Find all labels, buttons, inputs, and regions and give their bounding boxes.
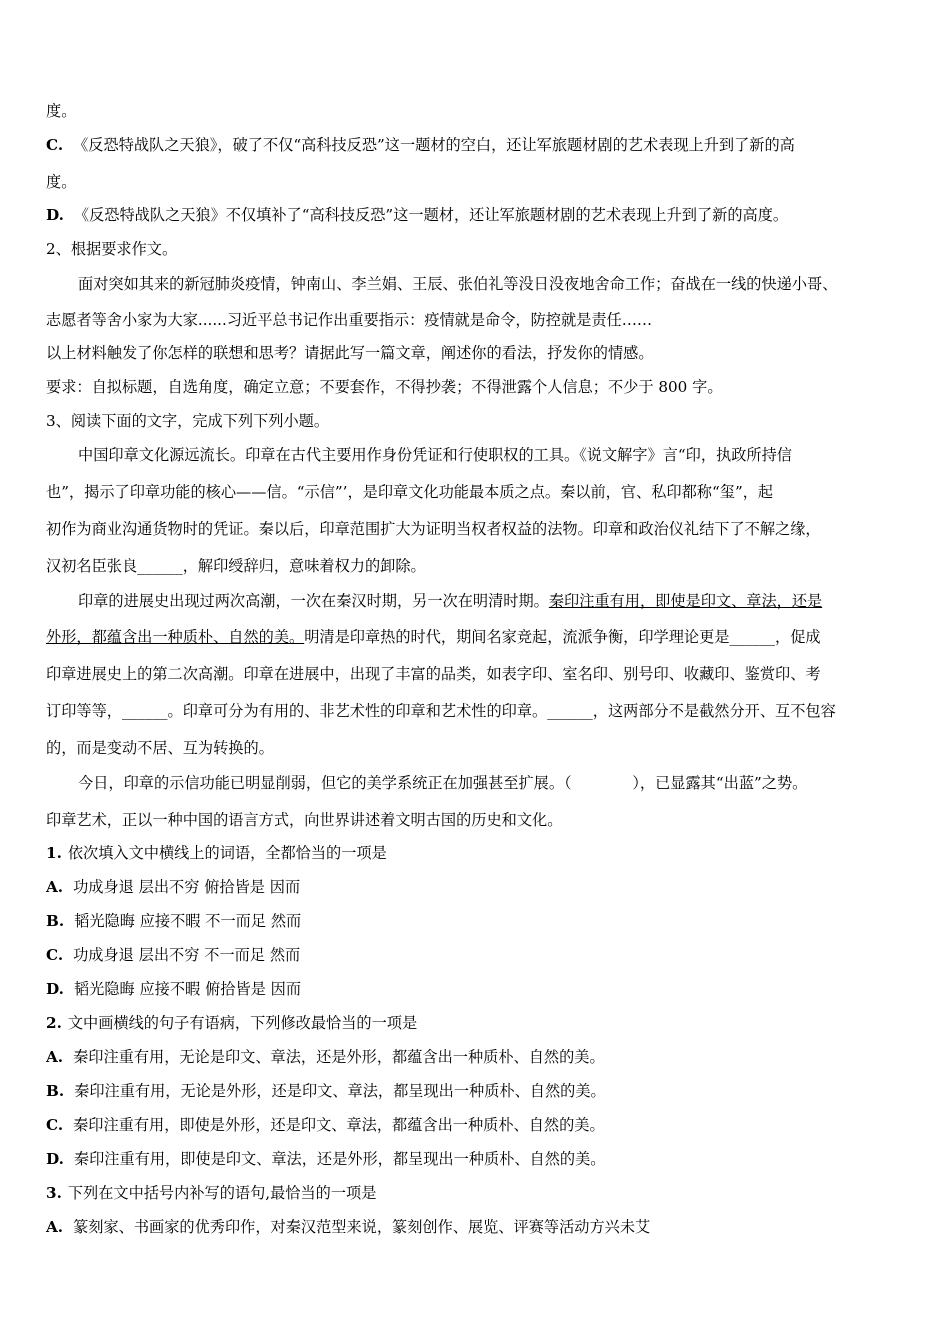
passage-line: 今日，印章的示信功能已明显削弱，但它的美学系统正在加强甚至扩展。（ ），已显露其“出蓝”之势。 — [78, 774, 808, 792]
option-d: D. 《反恐特战队之天狼》不仅填补了“高科技反恐”这一题材，还让军旅题材剧的艺术表现上升到了新的高度。 — [46, 206, 789, 224]
material-paragraph: 志愿者等舍小家为大家......习近平总书记作出重要指示：疫情就是命令，防控就是责任…… — [46, 311, 653, 329]
option-c: C. 秦印注重有用，即使是外形，还是印文、章法，都蕴含出一种质朴、自然的美。 — [46, 1116, 605, 1134]
option-d: D. 秦印注重有用，即使是印文、章法，还是外形，都呈现出一种质朴、自然的美。 — [46, 1150, 606, 1168]
material-paragraph: 面对突如其来的新冠肺炎疫情，钟南山、李兰娟、王辰、张伯礼等没日没夜地舍命工作；奋战在一线的快递小哥、 — [78, 275, 838, 293]
sub-question-2: 2. 文中画横线的句子有语病，下列修改最恰当的一项是 — [46, 1014, 418, 1032]
requirements-line: 要求：自拟标题，自选角度，确定立意；不要套作，不得抄袭；不得泄露个人信息；不少于 800 字。 — [46, 378, 723, 396]
underlined-sentence: 外形，都蕴含出一种质朴、自然的美。 — [46, 628, 305, 646]
passage-line: 初作为商业沟通货物时的凭证。秦以后，印章范围扩大为证明当权者权益的法物。印章和政治仪礼结下了不解之缘， — [46, 520, 821, 538]
text-line: 度。 — [46, 173, 77, 191]
passage-line: 印章进展史上的第二次高潮。印章在进展中，出现了丰富的品类，如表字印、室名印、别号印、收藏印、鉴赏印、考 — [46, 665, 821, 683]
passage-line: 印章艺术，正以一种中国的语言方式，向世界讲述着文明古国的历史和文化。 — [46, 811, 563, 829]
text-line: 度。 — [46, 102, 77, 120]
passage-line: 订印等等，______。印章可分为有用的、非艺术性的印章和艺术性的印章。______，这两部分不是截然分开、互不包容 — [46, 702, 836, 720]
underlined-sentence: 秦印注重有用，即使是印文、章法，还是 — [548, 592, 823, 610]
passage-line: 外形，都蕴含出一种质朴、自然的美。明清是印章热的时代，期间名家竞起，流派争衡，印学理论更是______，促成 — [46, 628, 821, 646]
option-b: B. 秦印注重有用，无论是外形，还是印文、章法，都呈现出一种质朴、自然的美。 — [46, 1082, 606, 1100]
question-heading: 3、阅读下面的文字，完成下列下列小题。 — [46, 412, 330, 430]
passage-line: 中国印章文化源远流长。印章在古代主要用作身份凭证和行使职权的工具。《说文解字》言“印，执政所持信 — [78, 446, 792, 464]
passage-line: 印章的进展史出现过两次高潮，一次在秦汉时期，另一次在明清时期。秦印注重有用，即使是印文、章法，还是 — [78, 592, 823, 610]
option-b: B. 韬光隐晦 应接不暇 不一而足 然而 — [46, 912, 302, 930]
option-a: A. 秦印注重有用，无论是印文、章法，还是外形，都蕴含出一种质朴、自然的美。 — [46, 1048, 605, 1066]
passage-line: 汉初名臣张良______，解印绶辞归，意味着权力的卸除。 — [46, 557, 426, 575]
option-a: A. 功成身退 层出不穷 俯拾皆是 因而 — [46, 878, 301, 896]
option-c: C. 《反恐特战队之天狼》，破了不仅“高科技反恐”这一题材的空白，还让军旅题材剧的艺术表现上升到了新的高 — [46, 136, 795, 154]
passage-line: 也”，揭示了印章功能的核心——信。“示信”’，是印章文化功能最本质之点。秦以前，官、私印都称“玺”，起 — [46, 483, 774, 501]
option-c: C. 功成身退 层出不穷 不一而足 然而 — [46, 946, 301, 964]
sub-question-1: 1. 依次填入文中横线上的词语，全都恰当的一项是 — [46, 844, 387, 862]
prompt-line: 以上材料触发了你怎样的联想和思考？请据此写一篇文章，阐述你的看法，抒发你的情感。 — [46, 344, 654, 362]
option-a: A. 篆刻家、书画家的优秀印作，对秦汉范型来说，篆刻创作、展览、评赛等活动方兴未艾 — [46, 1218, 651, 1236]
passage-line: 的，而是变动不居、互为转换的。 — [46, 739, 274, 757]
sub-question-3: 3. 下列在文中括号内补写的语句,最恰当的一项是 — [46, 1184, 377, 1202]
option-d: D. 韬光隐晦 应接不暇 俯拾皆是 因而 — [46, 980, 302, 998]
question-heading: 2、根据要求作文。 — [46, 240, 178, 258]
